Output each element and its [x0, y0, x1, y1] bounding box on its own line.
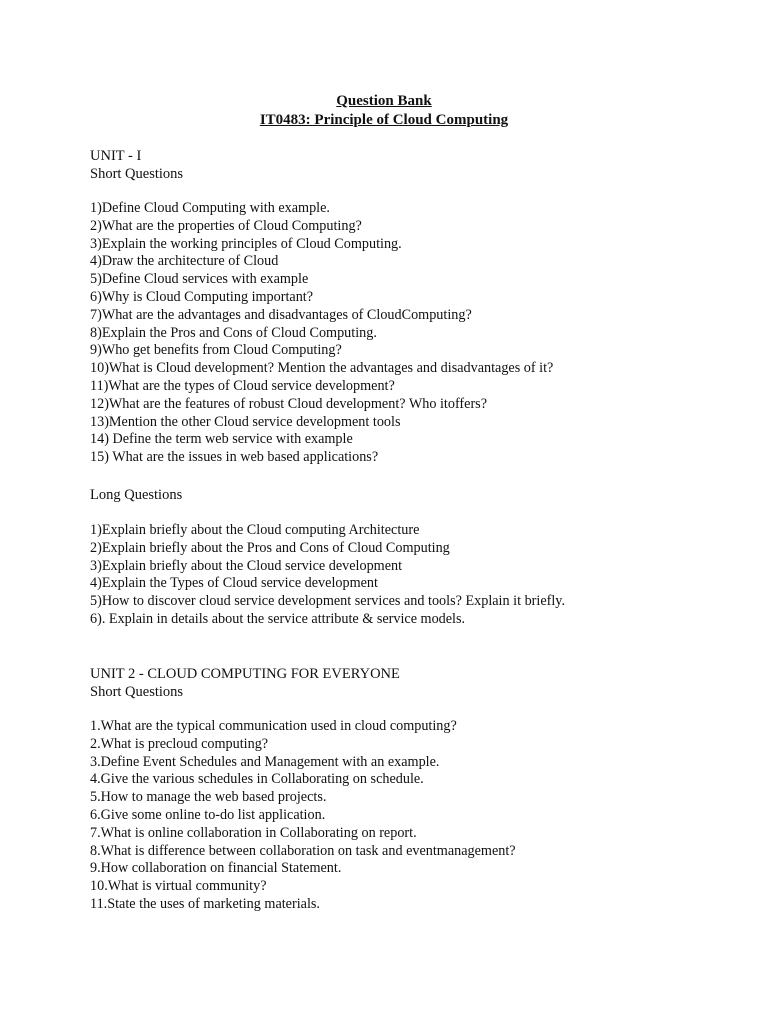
- question-item: 7)What are the advantages and disadvantages of CloudComputing?: [90, 306, 472, 323]
- question-item: 8.What is difference between collaboration on task and eventmanagement?: [90, 842, 516, 859]
- question-item: 5)Define Cloud services with example: [90, 271, 309, 288]
- question-item: 5)How to discover cloud service development services and tools? Explain it briefly.: [90, 593, 566, 610]
- question-item: 1.What are the typical communication used in cloud computing?: [90, 718, 457, 734]
- question-item: 14) Define the term web service with example: [90, 431, 353, 448]
- question-item: 15) What are the issues in web based applications?: [90, 449, 379, 466]
- question-item: 6). Explain in details about the service attribute & service models.: [90, 610, 466, 627]
- unit2-heading: UNIT 2 - CLOUD COMPUTING FOR EVERYONE: [90, 666, 400, 682]
- unit2-short-label: Short Questions: [90, 684, 184, 700]
- unit1-long-label: Long Questions: [90, 487, 183, 503]
- question-item: 9.How collaboration on financial Statement.: [90, 860, 342, 877]
- question-item: 4.Give the various schedules in Collaborating on schedule.: [90, 771, 424, 788]
- unit1-heading: UNIT - I: [90, 148, 142, 164]
- unit1-long-questions: [90, 522, 565, 629]
- question-item: 1)Define Cloud Computing with example.: [90, 200, 330, 216]
- question-item: 8)Explain the Pros and Cons of Cloud Computing.: [90, 324, 377, 341]
- question-item: 6.Give some online to-do list application.: [90, 806, 326, 823]
- question-item: 3)Explain briefly about the Cloud service development: [90, 557, 403, 574]
- question-item: 12)What are the features of robust Cloud development? Who itoffers?: [90, 395, 487, 412]
- question-item: 11)What are the types of Cloud service development?: [90, 377, 395, 394]
- course-title: IT0483: Principle of Cloud Computing: [259, 112, 509, 128]
- question-item: 1)Explain briefly about the Cloud computing Architecture: [90, 522, 420, 538]
- question-item: 4)Explain the Types of Cloud service development: [90, 575, 378, 592]
- question-item: 13)Mention the other Cloud service development tools: [90, 413, 401, 430]
- question-item: 10.What is virtual community?: [90, 878, 267, 895]
- unit1-short-label: Short Questions: [90, 166, 184, 182]
- document-title: Question Bank: [336, 93, 432, 109]
- question-item: 4)Draw the architecture of Cloud: [90, 253, 279, 270]
- question-item: 3)Explain the working principles of Cloud Computing.: [90, 235, 402, 252]
- unit2-short-questions: [90, 718, 516, 914]
- question-item: 7.What is online collaboration in Collaborating on report.: [90, 824, 417, 841]
- question-item: 9)Who get benefits from Cloud Computing?: [90, 342, 342, 359]
- unit1-short-questions: [90, 200, 553, 467]
- question-item: 3.Define Event Schedules and Management with an example.: [90, 753, 440, 770]
- question-item: 6)Why is Cloud Computing important?: [90, 288, 314, 305]
- question-item: 10)What is Cloud development? Mention the advantages and disadvantages of it?: [90, 360, 554, 377]
- question-item: 2)Explain briefly about the Pros and Cons of Cloud Computing: [90, 539, 450, 556]
- question-item: 2.What is precloud computing?: [90, 735, 269, 752]
- question-item: 2)What are the properties of Cloud Computing?: [90, 217, 362, 234]
- question-item: 11.State the uses of marketing materials.: [90, 895, 320, 912]
- question-item: 5.How to manage the web based projects.: [90, 789, 327, 806]
